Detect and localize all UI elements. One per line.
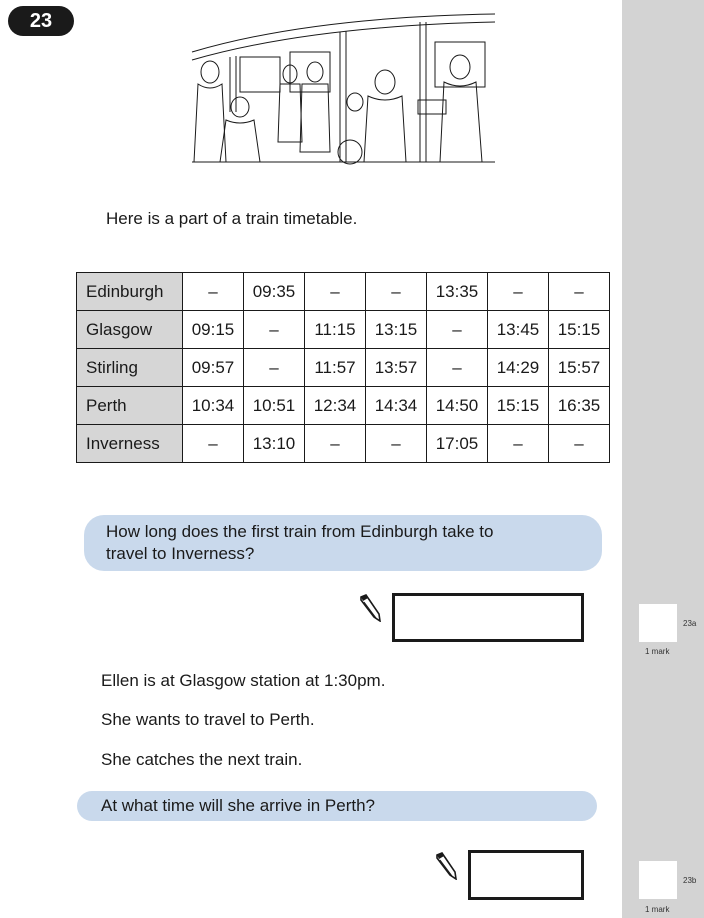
time-cell: 15:15 [549, 311, 610, 349]
time-cell: 11:15 [305, 311, 366, 349]
time-cell: – [183, 273, 244, 311]
time-cell: – [488, 273, 549, 311]
question-23b-prompt: At what time will she arrive in Perth? [77, 791, 597, 821]
time-cell: 09:57 [183, 349, 244, 387]
time-cell: 13:35 [427, 273, 488, 311]
time-cell: 13:15 [366, 311, 427, 349]
timetable-intro: Here is a part of a train timetable. [106, 209, 358, 228]
question-23a-line1: How long does the first train from Edinburgh take to [106, 522, 494, 541]
time-cell: 10:51 [244, 387, 305, 425]
mark-value-23b: 1 mark [645, 905, 670, 914]
timetable-row-edinburgh [77, 273, 610, 311]
time-cell: 15:57 [549, 349, 610, 387]
mark-box-23b [639, 861, 677, 899]
mark-code-23b: 23b [683, 876, 697, 885]
time-cell: – [427, 311, 488, 349]
time-cell: – [549, 273, 610, 311]
answer-box-23a[interactable] [392, 593, 584, 642]
train-platform-illustration [190, 12, 498, 167]
station-name: Glasgow [77, 311, 183, 349]
question-23a-line2: travel to Inverness? [106, 544, 255, 563]
mark-value-23a: 1 mark [645, 647, 670, 656]
time-cell: – [183, 425, 244, 463]
time-cell: – [305, 425, 366, 463]
marking-margin [622, 0, 704, 918]
time-cell: – [366, 273, 427, 311]
timetable-row-inverness [77, 425, 610, 463]
time-cell: 14:34 [366, 387, 427, 425]
time-cell: – [244, 311, 305, 349]
time-cell: 09:15 [183, 311, 244, 349]
time-cell: 14:50 [427, 387, 488, 425]
time-cell: 13:10 [244, 425, 305, 463]
station-name: Inverness [77, 425, 183, 463]
time-cell: 12:34 [305, 387, 366, 425]
pencil-icon [358, 594, 382, 622]
time-cell: – [366, 425, 427, 463]
time-cell: 13:57 [366, 349, 427, 387]
time-cell: 15:15 [488, 387, 549, 425]
train-timetable [76, 272, 610, 463]
time-cell: 16:35 [549, 387, 610, 425]
time-cell: 10:34 [183, 387, 244, 425]
time-cell: 17:05 [427, 425, 488, 463]
question-number-badge: 23 [8, 6, 74, 36]
time-cell: – [488, 425, 549, 463]
context-line-3: She catches the next train. [101, 750, 303, 769]
station-name: Stirling [77, 349, 183, 387]
time-cell: – [244, 349, 305, 387]
timetable-row-stirling [77, 349, 610, 387]
station-name: Edinburgh [77, 273, 183, 311]
time-cell: 11:57 [305, 349, 366, 387]
time-cell: 09:35 [244, 273, 305, 311]
time-cell: 14:29 [488, 349, 549, 387]
time-cell: – [549, 425, 610, 463]
time-cell: – [427, 349, 488, 387]
timetable-row-glasgow [77, 311, 610, 349]
time-cell: 13:45 [488, 311, 549, 349]
context-line-1: Ellen is at Glasgow station at 1:30pm. [101, 671, 386, 690]
mark-code-23a: 23a [683, 619, 697, 628]
context-line-2: She wants to travel to Perth. [101, 710, 315, 729]
timetable-row-perth [77, 387, 610, 425]
pencil-icon [434, 852, 458, 880]
station-name: Perth [77, 387, 183, 425]
mark-box-23a [639, 604, 677, 642]
question-23a-prompt [84, 515, 602, 571]
answer-box-23b[interactable] [468, 850, 584, 900]
time-cell: – [305, 273, 366, 311]
